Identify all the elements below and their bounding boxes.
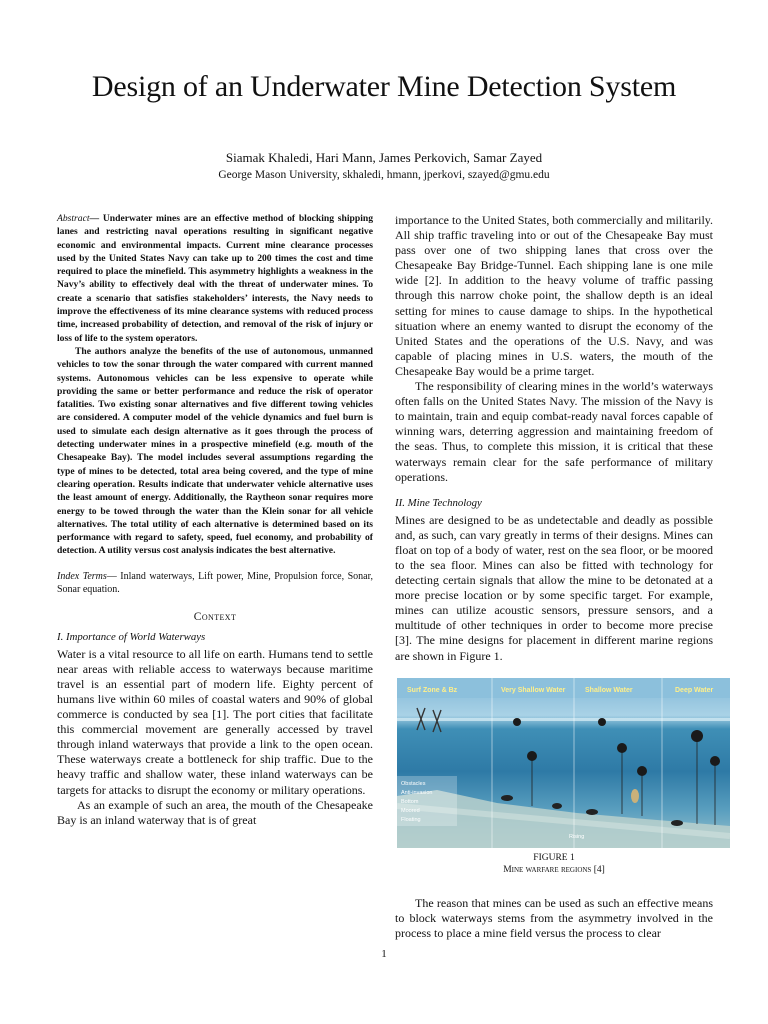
zone-label-shallow: Shallow Water [585,686,633,694]
legend-item-floating: Floating [401,816,421,823]
section-heading-context: Context [193,610,237,623]
legend-item-anti-invasion: Anti-invasion [401,789,433,796]
rising-label: Rising [569,833,585,840]
zone-label-surf: Surf Zone & Bz [407,686,458,694]
author-list: Siamak Khaledi, Hari Mann, James Perkovich, Samar Zayed [225,150,543,165]
legend-item-bottom: Bottom [401,798,419,805]
subsection-heading-2: II. Mine Technology [395,496,482,509]
moored-mine-icon [637,766,647,776]
bottom-mine-icon [501,795,513,801]
paper-title: Design of an Underwater Mine Detection System [91,70,677,103]
moored-mine-icon [617,743,627,753]
right-column [395,213,713,941]
floating-mine-icon [513,718,521,726]
abstract-text-1: — Underwater mines are an effective method of blocking shipping lanes and restricting naval operations resulting in significant negative economic and environmental impacts. Current mine clearance processes used by the United States Navy can take up to 200 times the cost and time required to place the minefield. This asymmetry highlights a weakness in the Navy’s ability to effectively deal with the threat of underwater mines. To create a scenario that satisfies stakeholders’ interests, the Navy needs to improve the effectiveness of its mine clearance systems with reduced process time, increased probability of detection, and removal of the risk of injury or loss of life to the system operators. [57,213,373,344]
legend-item-moored: Moored [401,807,420,814]
abstract-paragraph-1 [57,212,373,345]
index-terms-lead: Index Terms [57,570,107,582]
zone-label-very-shallow: Very Shallow Water [501,686,566,694]
body-paragraph-right-1: importance to the United States, both commercially and militarily. All ship traffic traveling into or out of the Chesapeake Bay must pass over one of two shipping lanes that cross over the Chesapeake Bay Bridge-Tunnel. Each shipping lane is one mile wide [2]. In addition to the heavy volume of traffic passing through this narrow choke point, the shallow depth is an ideal setting for mines to cause damage to ships. In the hypothetical situation where an enemy wanted to disrupt the economy of the United States and the operations of the U.S. Navy, and was capable of placing mines in U.S. waters, the mouth of the Chesapeake Bay would be a prime target. [395,213,713,378]
bottom-mine-icon [671,820,683,826]
abstract-lead: Abstract [57,213,90,224]
bottom-mine-icon [552,803,562,809]
zone-label-deep: Deep Water [675,686,714,694]
page-number: 1 [381,948,387,960]
figure-caption-text: Mine warfare regions [4] [503,864,605,875]
affiliation: George Mason University, skhaledi, hmann, jperkovi, szayed@gmu.edu [218,169,550,181]
index-terms-text: — Inland waterways, Lift power, Mine, Propulsion force, Sonar, Sonar equation. [57,570,374,596]
body-paragraph-left-2: As an example of such an area, the mouth of the Chesapeake Bay is an inland waterway that is of great [57,797,373,827]
left-column [57,212,373,828]
bottom-mine-icon [586,809,598,815]
legend-item-obstacles: Obstacles [401,780,426,787]
abstract-paragraph-2: The authors analyze the benefits of the use of autonomous, unmanned vehicles to tow the sonar through the water compared with current manned systems. Autonomous vehicles can be less expensive to operate while providing the same or better performance and reduce the risk of operator fatalities. Two existing sonar alternatives and five different towing vehicles are considered. A computer model of the vehicle dynamics and fuel burn is used to simulate each design alternative as it goes through the process of detecting underwater mines in a prospective minefield (e.g. mouth of the Chesapeake Bay). The model includes several assumptions regarding the type of mines to be detected, total area being covered, and the type of mine clearing operation. Results indicate that underwater vehicle alternative uses the least amount of energy. Additionally, the Raytheon sonar requires more energy to be towed through the water than the Klein sonar for all vehicle alternatives. The total utility of each alternative is determined based on its performance with regard to safety, speed, fuel economy, and probability of detection. A utility versus cost analysis indicates the best alternative. [57,345,373,557]
mine-warfare-illustration [397,678,730,848]
water-surface [397,718,730,721]
index-terms [57,570,373,597]
moored-mine-icon [710,756,720,766]
rising-mine-icon [631,789,639,803]
subsection-heading-1: I. Importance of World Waterways [57,630,206,643]
body-paragraph-right-2: The responsibility of clearing mines in the world’s waterways often falls on the United States Navy. The mission of the Navy is to maintain, train and equip combat-ready naval forces capable of winning wars, deterring aggression and maintaining freedom of the seas. Thus, to complete this mission, it is critical that these waterways remain clear for the safe performance of military operations. [395,379,713,484]
body-paragraph-right-3: Mines are designed to be as undetectable and deadly as possible and, as such, can vary greatly in terms of their designs. Mines can float on top of a body of water, rest on the sea floor, or be moored to the sea floor. Mines can also be fitted with technology for detecting certain signals that allow the mine to be detonated at a more precise location or by some specific target. For example, mines can utilize acoustic sensors, pressure sensors, and a multitude of other techniques in order to become more precise [3]. The mine designs for placement in different marine regions are shown in Figure 1. [395,512,713,663]
figure-caption-label: FIGURE 1 [533,852,575,863]
mine-warfare-figure [397,678,730,848]
body-paragraph-right-4: The reason that mines can be used as such an effective means to block waterways stems from the asymmetry involved in the process to place a mine field versus the process to clear [395,895,713,940]
floating-mine-icon [598,718,606,726]
body-paragraph-left-1: Water is a vital resource to all life on earth. Humans tend to settle near areas with reliable access to waterways because maritime travel is an essential part of modern life. Eighty percent of humans live within 60 miles of coastal waters and 90% of global commerce is conducted by sea [1]. The port cities that facilitate this commercial movement are generally accessed by travel through inland waterways that provide a link to the open ocean. These waterways create a bottleneck for ship traffic. Due to the heavy traffic and shallow water, these inland waterways can be targets for attacks to disrupt the economy or military operations. [57,646,373,797]
moored-mine-icon [527,751,537,761]
moored-mine-icon [691,730,703,742]
figure-caption [395,852,713,876]
